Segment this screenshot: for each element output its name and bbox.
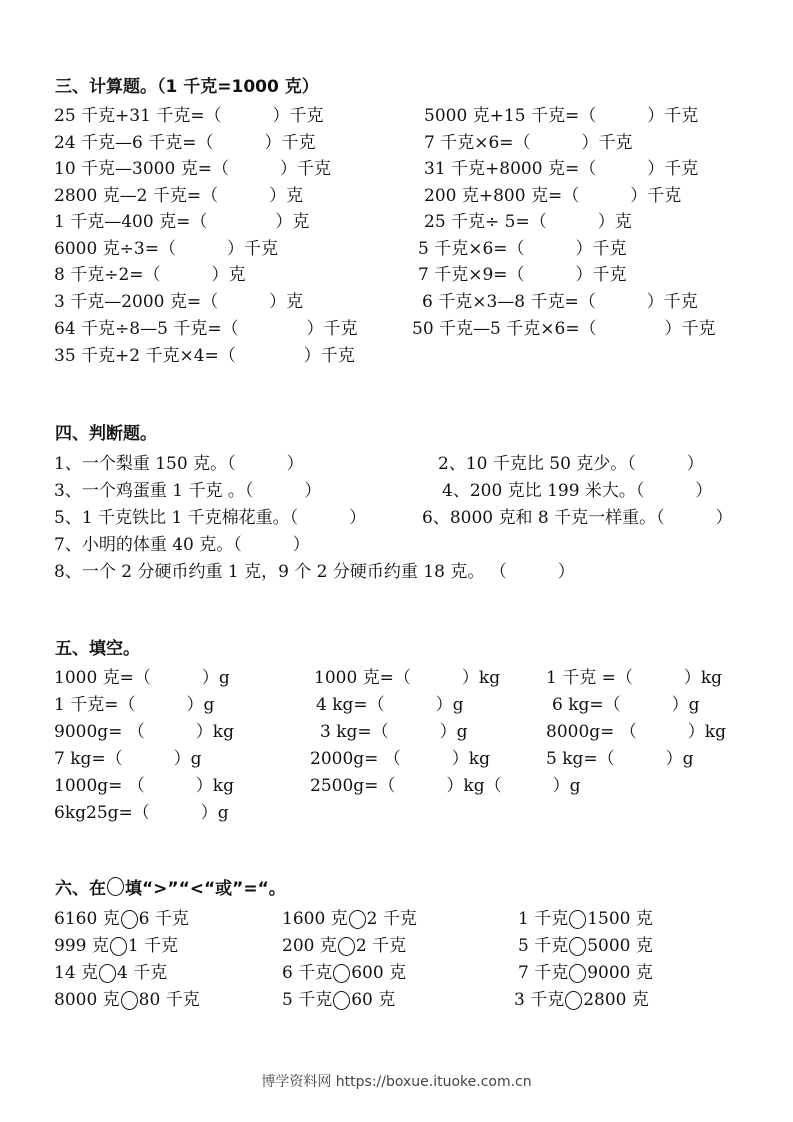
compare-circle[interactable] bbox=[121, 910, 138, 929]
s4-item: 6、8000 克和 8 千克一样重。（ ） bbox=[422, 508, 733, 528]
s6-left: 7 千克 bbox=[518, 963, 569, 983]
s6-right: 2 千克 bbox=[366, 909, 417, 929]
section6-heading bbox=[55, 874, 286, 899]
s5-item: 1000g= （ ）kg bbox=[54, 776, 234, 796]
s4-row bbox=[0, 478, 793, 504]
s3-q-right: 25 千克÷ 5=（ ）克 bbox=[424, 212, 632, 232]
s3-row bbox=[0, 209, 793, 235]
s6-right: 6 千克 bbox=[138, 909, 189, 929]
compare-circle[interactable] bbox=[569, 964, 586, 983]
s4-row bbox=[0, 505, 793, 531]
s6-left: 6 千克 bbox=[282, 963, 333, 983]
compare-circle[interactable] bbox=[121, 991, 138, 1010]
section3-heading: 三、计算题。（1 千克=1000 克） bbox=[55, 77, 319, 97]
s3-q-left: 10 千克—3000 克=（ ）千克 bbox=[54, 159, 331, 179]
s6-item bbox=[518, 906, 653, 932]
s4-row bbox=[0, 532, 793, 558]
s3-row bbox=[0, 130, 793, 156]
s4-item: 1、一个梨重 150 克。（ ） bbox=[54, 454, 304, 474]
s3-q-left: 2800 克—2 千克=（ ）克 bbox=[54, 186, 304, 206]
s4-item: 5、1 千克铁比 1 千克棉花重。（ ） bbox=[54, 508, 367, 528]
s3-q-right: 7 千克×9=（ ）千克 bbox=[418, 265, 627, 285]
s4-item: 3、一个鸡蛋重 1 千克 。（ ） bbox=[54, 481, 322, 501]
s6-left: 14 克 bbox=[54, 963, 99, 983]
s4-item: 2、10 千克比 50 克少。（ ） bbox=[438, 454, 704, 474]
s6-left: 1 千克 bbox=[518, 909, 569, 929]
compare-circle[interactable] bbox=[565, 991, 582, 1010]
s3-q-left: 3 千克—2000 克=（ ）克 bbox=[54, 292, 304, 312]
compare-circle[interactable] bbox=[99, 964, 116, 983]
s6-row bbox=[0, 960, 793, 986]
s5-item: 1000 克=（ ）kg bbox=[314, 668, 501, 688]
section4-heading: 四、判断题。 bbox=[55, 424, 157, 444]
s6-right: 2 千克 bbox=[355, 936, 407, 956]
s3-q-right: 5 千克×6=（ ）千克 bbox=[418, 239, 627, 259]
s3-q-right: 31 千克+8000 克=（ ）千克 bbox=[424, 159, 699, 179]
s3-q-left: 1 千克—400 克=（ ）克 bbox=[54, 212, 310, 232]
s4-item: 4、200 克比 199 米大。（ ） bbox=[442, 481, 713, 501]
s3-q-left: 64 千克÷8—5 千克=（ ）千克 bbox=[54, 319, 358, 339]
s6-item bbox=[54, 933, 178, 959]
s6-right: 1 千克 bbox=[127, 936, 179, 956]
s3-q-right: 7 千克×6=（ ）千克 bbox=[424, 133, 633, 153]
footer-watermark: 博学资料网 https://boxue.ituoke.com.cn bbox=[261, 1074, 532, 1090]
s6-left: 6160 克 bbox=[54, 909, 120, 929]
s6-item bbox=[54, 960, 167, 986]
section5-heading: 五、填空。 bbox=[55, 639, 140, 659]
compare-circle[interactable] bbox=[110, 937, 127, 956]
s3-q-left: 24 千克—6 千克=（ ）千克 bbox=[54, 133, 316, 153]
s6-right: 9000 克 bbox=[587, 963, 653, 983]
compare-circle[interactable] bbox=[569, 937, 586, 956]
s5-item: 6 kg=（ ）g bbox=[552, 695, 700, 715]
s6-row bbox=[0, 933, 793, 959]
s6-item bbox=[282, 987, 395, 1013]
s6-row bbox=[0, 987, 793, 1013]
s6-left: 200 克 bbox=[282, 936, 337, 956]
s6-left: 5 千克 bbox=[518, 936, 569, 956]
s3-row bbox=[0, 289, 793, 315]
s5-item: 3 kg=（ ）g bbox=[320, 722, 468, 742]
s5-item: 9000g= （ ）kg bbox=[54, 722, 234, 742]
s5-item: 4 kg=（ ）g bbox=[316, 695, 464, 715]
s4-row bbox=[0, 559, 793, 585]
s5-row bbox=[0, 746, 793, 772]
s6-right: 1500 克 bbox=[587, 909, 653, 929]
s3-q-left: 35 千克+2 千克×4=（ ）千克 bbox=[54, 346, 355, 366]
s6-left: 8000 克 bbox=[54, 990, 120, 1010]
circle-blank-icon bbox=[107, 877, 124, 896]
s3-q-right: 50 千克—5 千克×6=（ ）千克 bbox=[412, 319, 716, 339]
s5-row bbox=[0, 719, 793, 745]
s6-right: 5000 克 bbox=[587, 936, 653, 956]
s6-right: 2800 克 bbox=[583, 990, 649, 1010]
s5-row bbox=[0, 665, 793, 691]
s5-item: 2500g=（ ）kg（ ）g bbox=[310, 776, 581, 796]
s3-q-left: 6000 克÷3=（ ）千克 bbox=[54, 239, 278, 259]
s6-item bbox=[518, 960, 653, 986]
s3-row bbox=[0, 316, 793, 342]
s6-left: 999 克 bbox=[54, 936, 109, 956]
s4-item: 7、小明的体重 40 克。（ ） bbox=[54, 535, 310, 555]
s3-row bbox=[0, 343, 793, 369]
s6-right: 600 克 bbox=[351, 963, 407, 983]
s3-row bbox=[0, 262, 793, 288]
s6-item bbox=[514, 987, 649, 1013]
s3-q-left: 8 千克÷2=（ ）克 bbox=[54, 265, 246, 285]
s6-item bbox=[282, 933, 406, 959]
s6-item bbox=[518, 933, 653, 959]
s6-item bbox=[282, 960, 406, 986]
s5-item: 8000g= （ ）kg bbox=[546, 722, 726, 742]
s5-row bbox=[0, 800, 793, 826]
s3-q-right: 6 千克×3—8 千克=（ ）千克 bbox=[422, 292, 698, 312]
s5-item: 7 kg=（ ）g bbox=[54, 749, 202, 769]
s4-row bbox=[0, 451, 793, 477]
section6-heading-post: 填“>”“<“或”=“。 bbox=[125, 879, 286, 899]
s3-q-left: 25 千克+31 千克=（ ）千克 bbox=[54, 106, 324, 126]
s5-item: 1 千克 =（ ）kg bbox=[546, 668, 723, 688]
compare-circle[interactable] bbox=[333, 964, 350, 983]
s5-item: 5 kg=（ ）g bbox=[546, 749, 694, 769]
s5-item: 1 千克=（ ）g bbox=[54, 695, 215, 715]
compare-circle[interactable] bbox=[338, 937, 355, 956]
s6-right: 80 千克 bbox=[138, 990, 200, 1010]
section6-heading-pre: 六、在 bbox=[55, 879, 106, 899]
s6-left: 5 千克 bbox=[282, 990, 333, 1010]
compare-circle[interactable] bbox=[349, 910, 366, 929]
s6-right: 4 千克 bbox=[117, 963, 168, 983]
s6-row bbox=[0, 906, 793, 932]
s6-left: 1600 克 bbox=[282, 909, 348, 929]
s3-row bbox=[0, 156, 793, 182]
s5-row bbox=[0, 773, 793, 799]
s6-item bbox=[54, 906, 189, 932]
s3-q-right: 5000 克+15 千克=（ ）千克 bbox=[424, 106, 699, 126]
s6-right: 60 克 bbox=[351, 990, 396, 1010]
s5-item: 1000 克=（ ）g bbox=[54, 668, 230, 688]
s6-item bbox=[54, 987, 200, 1013]
compare-circle[interactable] bbox=[569, 910, 586, 929]
s5-item: 2000g= （ ）kg bbox=[310, 749, 490, 769]
s3-q-right: 200 克+800 克=（ ）千克 bbox=[424, 186, 682, 206]
s5-row bbox=[0, 692, 793, 718]
s4-item: 8、一个 2 分硬币约重 1 克，9 个 2 分硬币约重 18 克。 （ ） bbox=[54, 562, 575, 582]
s3-row bbox=[0, 103, 793, 129]
s6-left: 3 千克 bbox=[514, 990, 565, 1010]
s3-row bbox=[0, 183, 793, 209]
s6-item bbox=[282, 906, 417, 932]
compare-circle[interactable] bbox=[333, 991, 350, 1010]
s5-item: 6kg25g=（ ）g bbox=[54, 803, 229, 823]
s3-row bbox=[0, 236, 793, 262]
